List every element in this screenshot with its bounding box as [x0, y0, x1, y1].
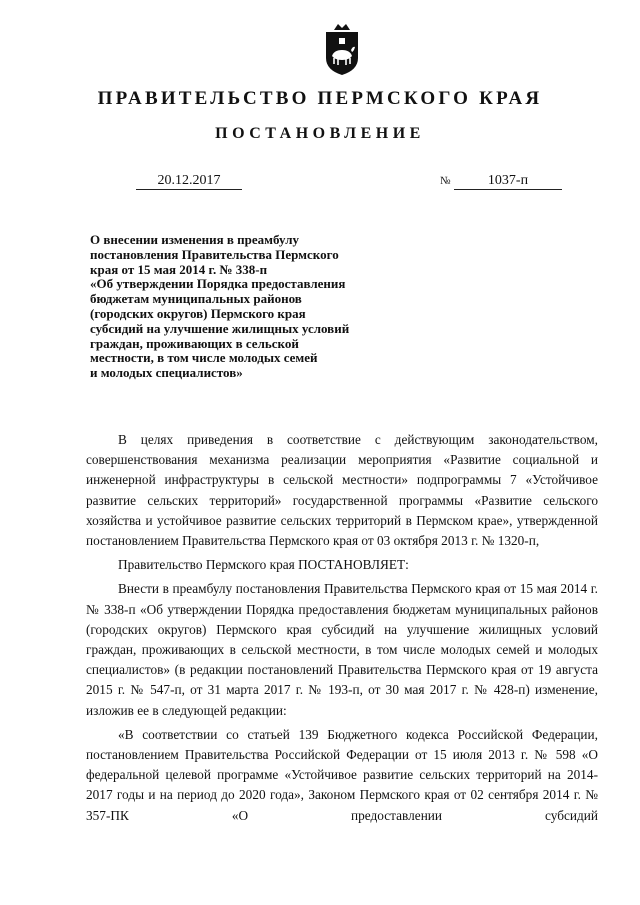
subject-line: субсидий на улучшение жилищных условий	[90, 320, 350, 336]
document-number: 1037-п	[454, 172, 562, 190]
number-sign: №	[440, 175, 451, 187]
document-type-title: ПОСТАНОВЛЕНИЕ	[215, 125, 425, 142]
document-subject	[90, 233, 390, 381]
subject-line: бюджетам муниципальных районов	[90, 291, 302, 307]
document-body	[86, 430, 598, 826]
new-preamble-paragraph: «В соответствии со статьей 139 Бюджетного кодекса Российской Федерации, постановлением Правительства Российской Федерации от 15 июля 2013 г. № 598 «О федеральной целевой программе «Устойчивое развитие сельских территорий на 2014-2017 годы и на период до 2020 года», Законом Пермского края от 02 сентября 2014 г. № 357-ПК «О предоставлении субсидий	[86, 726, 598, 823]
subject-line: граждан, проживающих в сельской	[90, 335, 299, 351]
subject-line: края от 15 мая 2014 г. № 338-п	[90, 261, 268, 277]
subject-line: местности, в том числе молодых семей	[90, 350, 318, 366]
subject-line: постановления Правительства Пермского	[90, 246, 339, 262]
resolution-statement: Правительство Пермского края ПОСТАНОВЛЯЕТ:	[118, 557, 409, 573]
coat-of-arms-emblem	[322, 20, 362, 76]
subject-line: «Об утверждении Порядка предоставления	[90, 276, 346, 292]
subject-line: О внесении изменения в преамбулу	[90, 232, 299, 247]
preamble-paragraph: В целях приведения в соответствие с действующим законодательством, совершенствования механизма реализации мероприятия «Развитие социальной и инженерной инфраструктуры в сельской местности» подпрограммы 7 «Устойчивое развитие сельских территорий» государственной программы «Развитие сельского хозяйства и устойчивое развитие сельских территорий в Пермском крае», утвержденной постановлением Правительства Пермского края от 03 октября 2013 г. № 1320-п,	[86, 432, 598, 549]
document-date: 20.12.2017	[136, 172, 242, 190]
subject-line: (городских округов) Пермского края	[90, 305, 306, 321]
amendment-paragraph: Внести в преамбулу постановления Правительства Пермского края от 15 мая 2014 г. № 338-п «Об утверждении Порядка предоставления бюджетам муниципальных районов (городских округов) Пермского края субсидий на улучшение жилищных условий граждан, проживающих в сельской местности, в том числе молодых семей и молодых специалистов» (в редакции постановлений Правительства Пермского края от 19 августа 2015 г. № 547-п, от 31 марта 2017 г. № 193-п, от 30 мая 2017 г. № 428-п) изменение, изложив ее в следующей редакции:	[86, 581, 598, 718]
organization-name: ПРАВИТЕЛЬСТВО ПЕРМСКОГО КРАЯ	[97, 88, 543, 109]
subject-line: и молодых специалистов»	[90, 365, 243, 381]
